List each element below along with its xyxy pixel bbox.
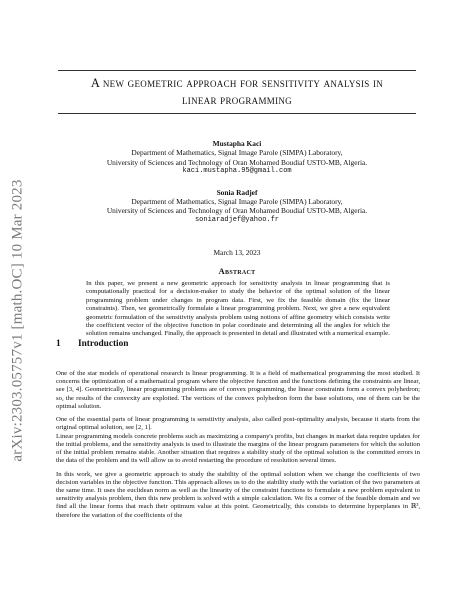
author-university: University of Sciences and Technology of Oran Mohamed Boudiaf USTO-MB, Algeria. bbox=[106, 157, 368, 167]
paragraph: One of the essential parts of linear programming is sensitivity analysis, also called post-optimality analysis, because it starts from the original optimal solution, see [2, 1]. bbox=[56, 416, 420, 432]
author-name: Mustapha Kaci bbox=[212, 139, 262, 148]
author-list bbox=[60, 139, 414, 236]
title-line-1: A new geometric approach for sensitivity analysis in bbox=[90, 76, 384, 90]
section-title: Introduction bbox=[78, 339, 129, 349]
paragraph: Linear programming models concrete problems such as maximizing a company's profits, but changes in market data require updates for the initial problems, and the sensitivity analysis is used to illustrate the margins of the linear program parameters for which the solution of the initial problem remains stable. Another situation that requires a stability study of the optimal solution is the committed errors in the data of the problem and its will allow us to avoid restarting the procedure of resolution several times. bbox=[56, 432, 420, 465]
arxiv-stamp bbox=[8, 140, 28, 500]
title-rule-bottom bbox=[58, 113, 416, 114]
paper-title bbox=[50, 75, 424, 109]
paragraph: In this work, we give a geometric approach to study the stability of the optimal solution when we change the coefficients of two decision variables in the objective function. This approach allows us to do the stability study with the variation of the two parameters at the same time. It uses the euclidean norm as well as the linearity of the constraint functions to formulate a new problem equivalent to sensitivity analysis problem, then this new problem is solved with a simple calculation. We fix a corner of the feasible domain and we find all the linear forms that reach their optimum value at this point. Geometrically, this consists to determine hyperplanes in ℝ³, therefore the variation of the coefficients of the bbox=[56, 470, 420, 519]
author-block bbox=[60, 188, 414, 226]
paper-date: March 13, 2023 bbox=[213, 248, 261, 257]
author-block bbox=[60, 139, 414, 177]
introduction-body bbox=[56, 370, 420, 525]
author-email: soniaradjef@yahoo.fr bbox=[194, 215, 279, 224]
paragraph: One of the star models of operational research is linear programming. It is a field of mathematical programming the most studied. It concerns the optimization of a mathematical program where the objective function and the functions defining the constraints are linear, see [3, 4]. Geometrically, linear programming problems are of convex programming, the linear constraints form a convex polyhedron; so, the results of the convexity are exploited. The vertices of the convex polyhedron form the base solutions, one of them can be the optimal solution. bbox=[56, 370, 420, 410]
abstract-text: In this paper, we present a new geometric approach for sensitivity analysis in linear programming that is computationally practical for a decision-maker to study the behavior of the optimal solution of the linear programming problem under changes in program data. First, we fix the feasible domain (fix the linear constraints). Then, we geometrically formulate a linear programming problem. Next, we give a new equivalent geometric formulation of the sensitivity analysis problem using notions of affine geometry which consists write the coefficient vector of the objective function in polar coordinate and determining all the angles for which the solution remains unchanged. Finally, the approach is presented in detail and illustrated with a numerical example. bbox=[86, 280, 390, 338]
author-department: Department of Mathematics, Signal Image Parole (SIMPA) Laboratory, bbox=[131, 148, 343, 158]
author-name: Sonia Radjef bbox=[216, 187, 258, 197]
author-department: Department of Mathematics, Signal Image Parole (SIMPA) Laboratory, bbox=[131, 197, 343, 207]
abstract-heading: Abstract bbox=[218, 266, 256, 276]
arxiv-stamp-text: arXiv:2303.05757v1 [math.OC] 10 Mar 2023 bbox=[9, 178, 26, 462]
section-number: 1 bbox=[56, 339, 61, 349]
title-rule-top bbox=[58, 70, 416, 71]
author-email: kaci.mustapha.95@gmail.com bbox=[182, 167, 292, 176]
author-university: University of Sciences and Technology of Oran Mohamed Boudiaf USTO-MB, Algeria. bbox=[106, 206, 368, 216]
section-heading bbox=[56, 339, 128, 349]
title-line-2: linear programming bbox=[181, 93, 292, 107]
